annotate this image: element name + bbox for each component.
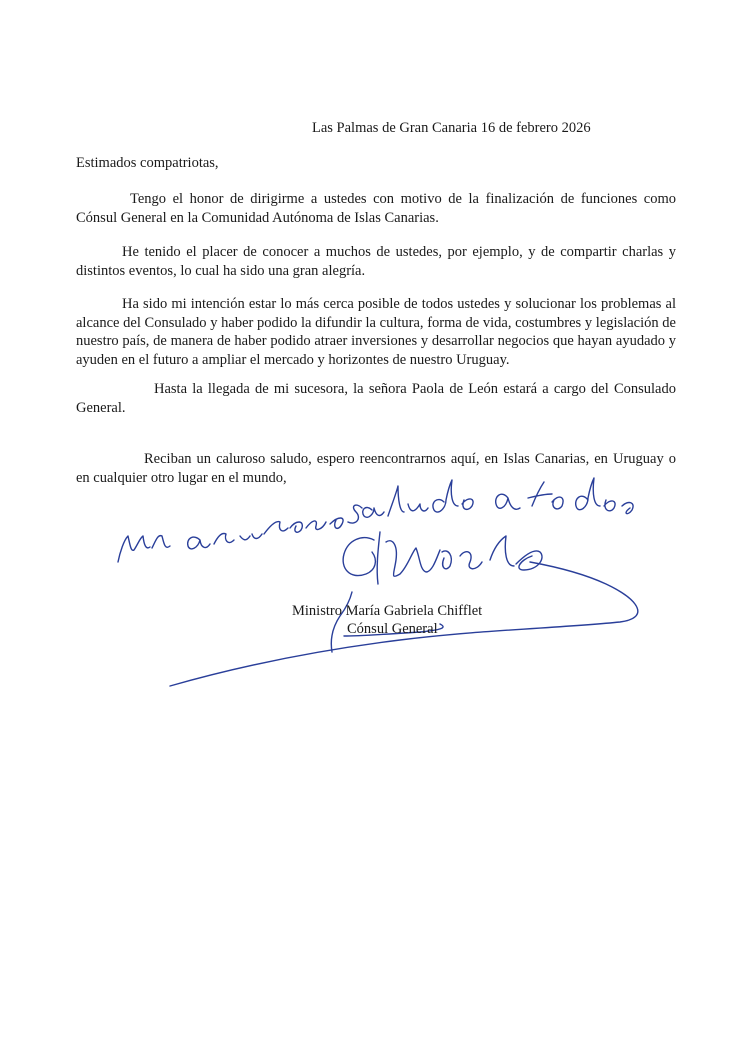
paragraph-farewell: Tengo el honor de dirigirme a ustedes con motivo de la finalización de funciones como Cónsul General en la Comunidad Autónoma de Islas Canarias. (76, 191, 676, 226)
greeting: Estimados compatriotas, (76, 155, 219, 171)
paragraph-intention: Ha sido mi intención estar lo más cerca posible de todos ustedes y solucionar los problemas al alcance del Consulado y haber podido la difundir la cultura, forma de vida, costumbres y legislación de nuestro país, de manera de haber podido atraer inversiones y desarrollar negocios que hayan ayudado y ayuden en el futuro a ampliar el mercado y horizontes de nuestro Uruguay. (76, 296, 676, 368)
paragraph-closing: Reciban un caluroso saludo, espero reencontrarnos aquí, en Islas Canarias, en Uruguay o en cualquier otro lugar en el mundo, (76, 451, 676, 486)
date-line: Las Palmas de Gran Canaria 16 de febrero 2026 (312, 120, 591, 136)
paragraph-acknowledgement: He tenido el placer de conocer a muchos de ustedes, por ejemplo, y de compartir charlas y distintos eventos, lo cual ha sido una gran alegría. (76, 244, 676, 279)
signatory-title: Cónsul General (347, 621, 438, 637)
handwritten-note (118, 478, 633, 562)
signatory-name: Ministro María Gabriela Chifflet (292, 603, 483, 619)
paragraph-successor: Hasta la llegada de mi sucesora, la señora Paola de León estará a cargo del Consulado General. (76, 381, 676, 416)
